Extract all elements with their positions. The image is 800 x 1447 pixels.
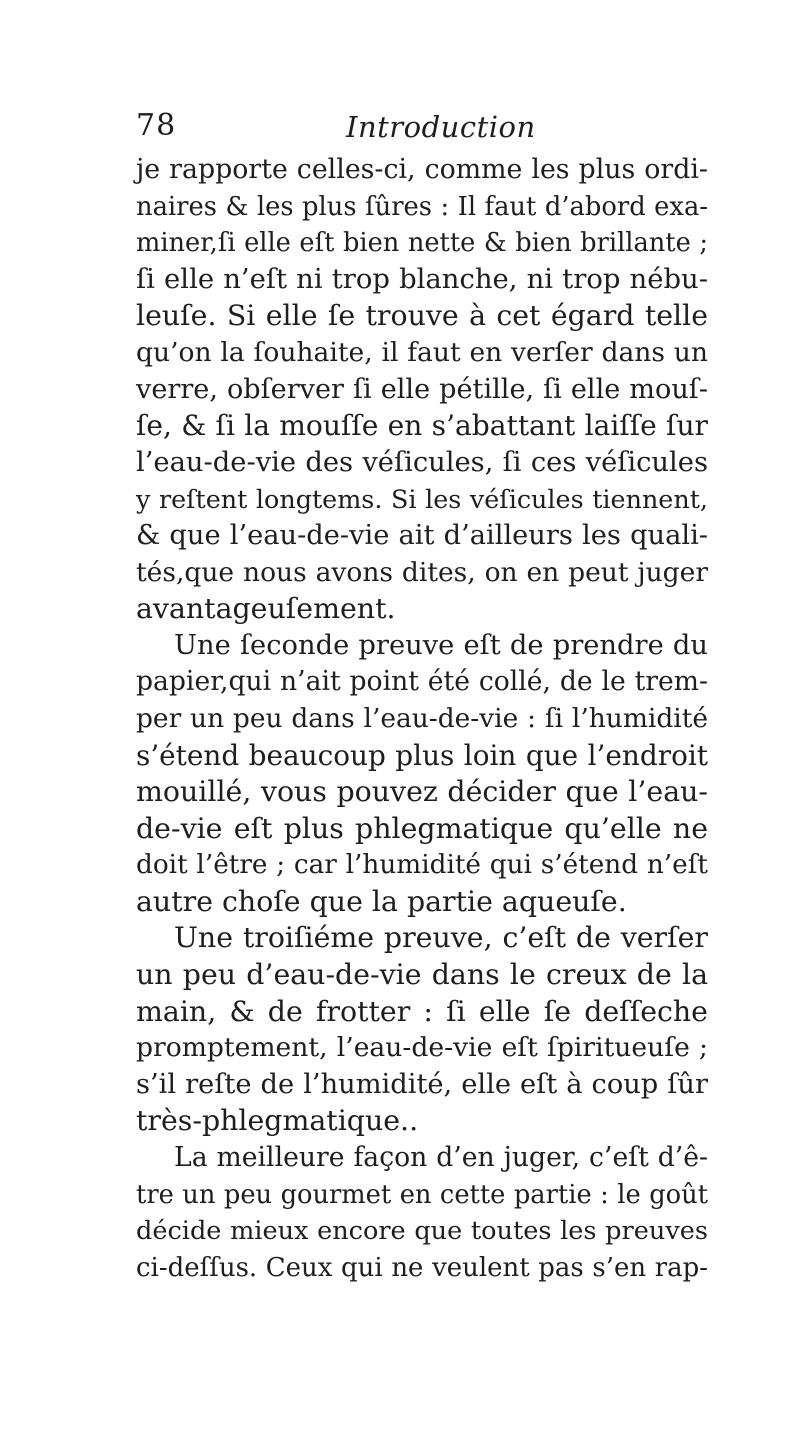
- running-title: Introduction: [346, 110, 536, 144]
- text-line: un peu d’eau-de-vie dans le creux de la: [136, 958, 708, 992]
- text-line: tés,que nous avons dites, on en peut juger: [136, 556, 708, 588]
- text-line: très-phlegmatique..: [136, 1104, 419, 1138]
- text-line: y reſtent longtems. Si les véſicules tiennent,: [136, 484, 708, 515]
- text-line: naires & les plus ſûres : Il faut d’abord exa-: [136, 191, 708, 222]
- page-header: [136, 108, 708, 148]
- text-line: autre choſe que la partie aqueuſe.: [136, 884, 627, 918]
- text-line: main, & de frotter : ſi elle ſe deſſeche: [136, 994, 708, 1028]
- text-line: La meilleure façon d’en juger, c’eſt d’ê-: [174, 1142, 708, 1174]
- body-text: [136, 152, 708, 1286]
- paragraph: [136, 920, 708, 1140]
- text-line: leuſe. Si elle ſe trouve à cet égard telle: [136, 299, 708, 333]
- text-line: tre un peu gourmet en cette partie : le goût: [136, 1179, 708, 1210]
- text-line: papier,qui n’ait point été collé, de le trem-: [136, 666, 708, 698]
- text-line: s’il reſte de l’humidité, elle eſt à coup ſûr: [136, 1068, 708, 1100]
- paragraph: [136, 152, 708, 628]
- text-line: décide mieux encore que toutes les preuves: [136, 1216, 708, 1247]
- text-line: doit l’être ; car l’humidité qui s’étend n’eſt: [136, 850, 708, 881]
- text-line: verre, obſerver ſi elle pétille, ſi elle mouſ-: [136, 373, 708, 405]
- text-line: ſi elle n’eſt ni trop blanche, ni trop nébu-: [136, 263, 708, 295]
- paragraph: [136, 628, 708, 921]
- text-line: & que l’eau-de-vie ait d’ailleurs les quali-: [136, 519, 708, 551]
- text-line: mouillé, vous pouvez décider que l’eau-: [136, 775, 708, 809]
- text-line: Une troiſiéme preuve, c’eſt de verſer: [174, 921, 708, 955]
- text-line: Une ſeconde preuve eſt de prendre du: [174, 629, 708, 661]
- text-line: ci-deſſus. Ceux qui ne veulent pas s’en rap-: [136, 1252, 708, 1283]
- text-line: je rapporte celles-ci, comme les plus ordi-: [136, 154, 708, 185]
- text-line: l’eau-de-vie des véſicules, ſi ces véſicules: [136, 446, 708, 478]
- paragraph: [136, 1140, 708, 1286]
- text-line: miner,ſi elle eſt bien nette & bien brillante ;: [136, 228, 708, 259]
- text-line: qu’on la ſouhaite, il faut en verſer dans un: [136, 336, 708, 368]
- text-line: per un peu dans l’eau-de-vie : ſi l’humidité: [136, 702, 708, 734]
- text-line: s’étend beaucoup plus loin que l’endroit: [136, 738, 708, 772]
- text-line: de-vie eſt plus phlegmatique qu’elle ne: [136, 811, 708, 845]
- text-line: promptement, l’eau-de-vie eſt ſpiritueuſe ;: [136, 1032, 708, 1064]
- text-line: ſe, & ſi la mouſſe en s’abattant laiſſe ſur: [136, 409, 708, 443]
- page-number: 78: [136, 108, 177, 143]
- text-line: avantageuſement.: [136, 592, 396, 626]
